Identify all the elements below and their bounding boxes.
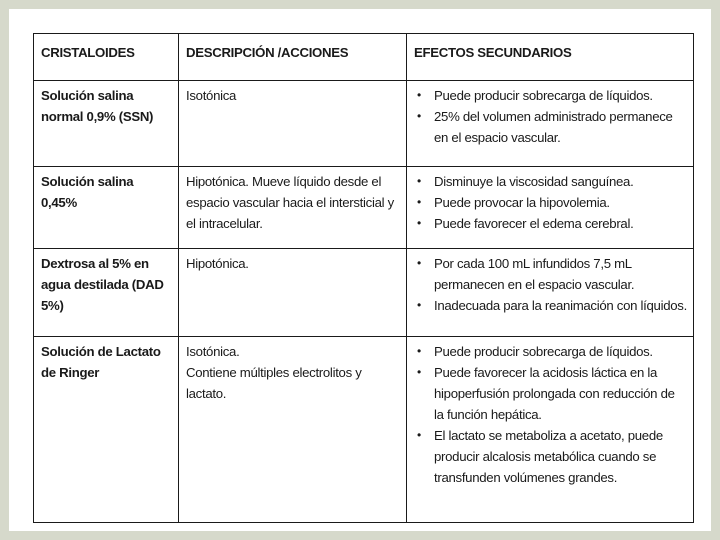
- crystalloid-effects: [407, 81, 694, 167]
- effect-text: Puede provocar la hipovolemia.: [434, 195, 610, 211]
- bullet-icon: •: [417, 216, 421, 231]
- bullet-icon: •: [417, 88, 421, 102]
- effect-item: [414, 192, 687, 213]
- effect-item: [414, 106, 687, 148]
- crystalloid-effects: [407, 249, 694, 337]
- crystalloid-description: Isotónica: [179, 81, 407, 167]
- header-descripcion: DESCRIPCIÓN /ACCIONES: [179, 34, 407, 81]
- effects-list: [414, 171, 687, 234]
- table-header-row: [34, 34, 694, 81]
- effect-text: Puede favorecer la acidosis láctica en la hipoperfusión prolongada con reducción de la función hepática.: [434, 365, 675, 423]
- bullet-icon: •: [417, 174, 421, 189]
- effect-item: [414, 213, 687, 234]
- bullet-icon: •: [417, 365, 421, 380]
- header-efectos: EFECTOS SECUNDARIOS: [407, 34, 694, 81]
- effect-text: Puede producir sobrecarga de líquidos.: [434, 88, 653, 103]
- effects-list: [414, 85, 687, 148]
- effect-text: Disminuye la viscosidad sanguínea.: [434, 174, 634, 190]
- crystalloid-description: Isotónica. Contiene múltiples electrolitos y lactato.: [179, 337, 407, 523]
- crystalloid-description: Hipotónica. Mueve líquido desde el espacio vascular hacia el intersticial y el intracelular.: [179, 167, 407, 249]
- crystalloid-description: Hipotónica.: [179, 249, 407, 337]
- effect-text: Por cada 100 mL infundidos 7,5 mL permanecen en el espacio vascular.: [434, 256, 635, 293]
- effects-list: [414, 341, 687, 488]
- effect-text: Inadecuada para la reanimación con líquidos.: [434, 298, 687, 314]
- effect-item: [414, 341, 687, 362]
- effect-item: [414, 171, 687, 192]
- table-row: [34, 167, 694, 249]
- effect-item: [414, 362, 687, 425]
- effect-text: 25% del volumen administrado permanece en el espacio vascular.: [434, 109, 673, 145]
- crystalloid-effects: [407, 337, 694, 523]
- effect-item: [414, 425, 687, 488]
- effect-text: El lactato se metaboliza a acetato, puede producir alcalosis metabólica cuando se transfunden volúmenes grandes.: [434, 428, 663, 486]
- effect-item: [414, 295, 687, 316]
- bullet-icon: •: [417, 256, 421, 271]
- table-row: [34, 81, 694, 167]
- table-row: [34, 249, 694, 337]
- table-row: [34, 337, 694, 523]
- effect-text: Puede favorecer el edema cerebral.: [434, 216, 634, 232]
- bullet-icon: •: [417, 428, 421, 443]
- bullet-icon: •: [417, 298, 421, 313]
- crystalloid-name: Solución de Lactato de Ringer: [34, 337, 179, 523]
- effects-list: [414, 253, 687, 316]
- slide: [9, 9, 711, 531]
- header-cristaloides: CRISTALOIDES: [34, 34, 179, 81]
- effect-item: [414, 85, 687, 106]
- crystalloids-table: [33, 33, 694, 523]
- crystalloid-name: Solución salina normal 0,9% (SSN): [34, 81, 179, 167]
- effect-item: [414, 253, 687, 295]
- crystalloid-effects: [407, 167, 694, 249]
- crystalloids-table-image: [33, 33, 693, 523]
- bullet-icon: •: [417, 344, 421, 359]
- effect-text: Puede producir sobrecarga de líquidos.: [434, 344, 653, 360]
- crystalloid-name: Solución salina 0,45%: [34, 167, 179, 249]
- bullet-icon: •: [417, 195, 421, 210]
- bullet-icon: •: [417, 109, 421, 123]
- crystalloid-name: Dextrosa al 5% en agua destilada (DAD 5%): [34, 249, 179, 337]
